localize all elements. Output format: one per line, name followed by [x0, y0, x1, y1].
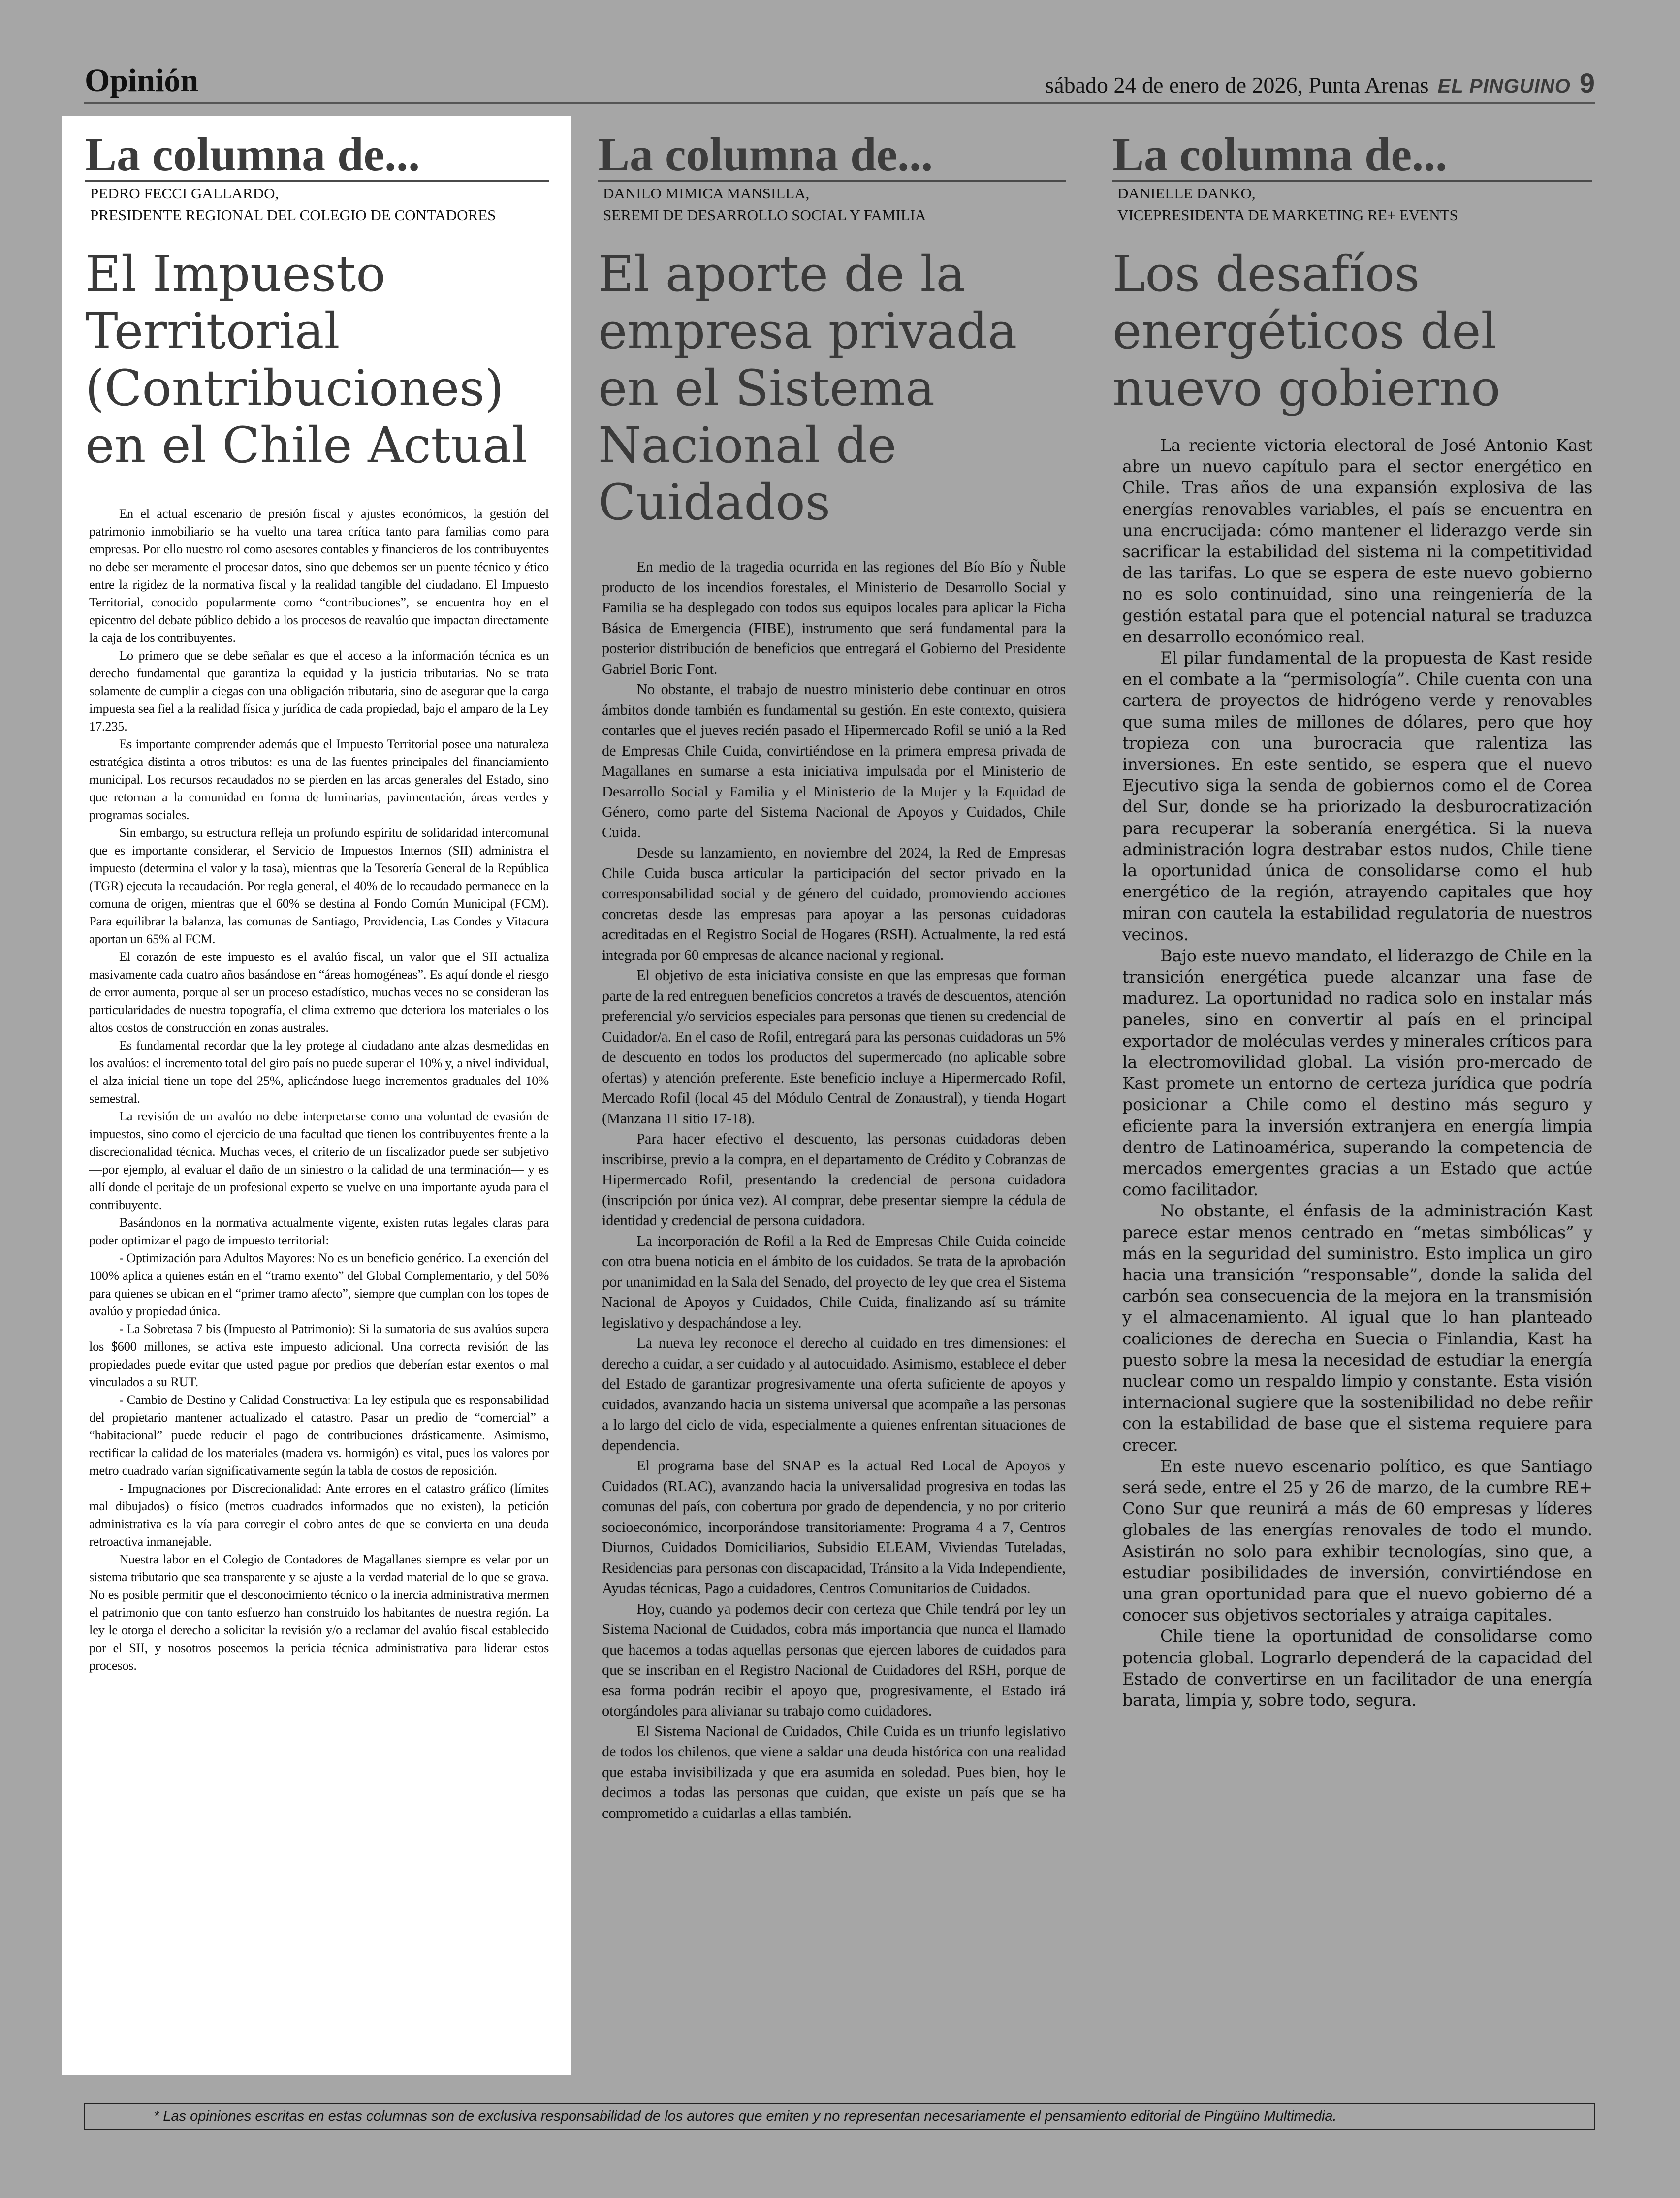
- article-paragraph: El Sistema Nacional de Cuidados, Chile Cuida es un triunfo legislativo de todos los chilenos, que viene a saldar una deuda histórica con una realidad que estaba invisibilizada y que era asumida en soledad. Pues bien, hoy le decimos a todas las personas que cuidan, que existe un país que se ha comprometido a cuidarlas a ellas también.: [602, 1722, 1066, 1821]
- article-paragraph: El objetivo de esta iniciativa consiste en que las empresas que forman parte de la red entreguen beneficios concretos a través de descuentos, atención preferencial y/o servicios especiales para personas que tienen su credencial de Cuidador/a. En el caso de Rofil, entregará para las personas cuidadoras un 5% de descuento en todos los productos del supermercado (no aplicable sobre ofertas) y atención preferente. Este beneficio incluye a Hipermercado Rofil, Mercado Rofil (local 45 del Módulo Central de Zonaustral), y tienda Hogart (Manzana 11 sitio 17-18).: [602, 967, 1066, 1127]
- article-paragraph: Desde su lanzamiento, en noviembre del 2024, la Red de Empresas Chile Cuida busca articular la participación del sector privado en la corresponsabilidad social y de género del cuidado, promoviendo acciones concretas desde las empresas para apoyar a las personas cuidadoras acreditadas en el Registro Social de Hogares (RSH). Actualmente, la red está integrada por 60 empresas de alcance nacional y regional.: [602, 844, 1066, 963]
- publication-date: sábado 24 de enero de 2026, Punta Arenas: [1045, 72, 1429, 97]
- article-paragraph: Bajo este nuevo mandato, el liderazgo de Chile en la transición energética puede alcanzar una fase de madurez. La oportunidad no radica solo en instalar más paneles, sino en convertir al país en el principal exportador de moléculas verdes y minerales críticos para la electromovilidad global. La visión pro-mercado de Kast promete un entorno de certeza jurídica que podría posicionar a Chile como el destino más seguro y eficiente para la inversión extranjera en energía limpia dentro de Latinoamérica, superando la competencia de mercados emergentes gracias a un Estado que actúe como facilitador.: [1122, 946, 1592, 1200]
- author-role: SEREMI DE DESARROLLO SOCIAL Y FAMILIA: [603, 206, 926, 223]
- newspaper-logo: EL PINGUINO: [1437, 75, 1571, 97]
- article-paragraph: En el actual escenario de presión fiscal y ajustes económicos, la gestión del patrimonio inmobiliario se ha vuelto una tarea crítica tanto para familias como para empresas. Por ello nuestro rol como asesores contables y financieros de los contribuyentes no debe ser meramente el procesar datos, sino que debemos ser un puente técnico y ético entre la rigidez de la normativa fiscal y la realidad tangible del ciudadano. El Impuesto Territorial, conocido popularmente como “contribuciones”, se encuentra hoy en el epicentro del debate público debido a los procesos de reavalúo que impactan directamente la caja de los contribuyentes.: [89, 506, 549, 645]
- article-paragraph: El pilar fundamental de la propuesta de Kast reside en el combate a la “permisología”. Chile cuenta con una cartera de proyectos de hidrógeno verde y renovables que suma miles de millones de dólares, pero que hoy tropieza con una burocracia que ralentiza las inversiones. En este sentido, se espera que el nuevo Ejecutivo siga la senda de gobiernos como el de Corea del Sur, donde se ha priorizado la desburocratización para recuperar la soberanía energética. Si la nueva administración logra destrabar estos nudos, Chile tiene la oportunidad única de consolidarse como el hub energético de la región, atrayendo capitales que hoy miran con cautela la estabilidad regulatoria de nuestros vecinos.: [1122, 648, 1592, 944]
- article-paragraph: - La Sobretasa 7 bis (Impuesto al Patrimonio): Si la sumatoria de sus avalúos supera los $600 millones, se activa este impuesto adicional. Una correcta revisión de las propiedades puede evitar que usted pague por predios que deberían estar exentos o mal vinculados a su RUT.: [89, 1321, 549, 1389]
- column-kicker: La columna de...: [85, 131, 549, 182]
- dateline: [1045, 67, 1595, 99]
- article-paragraph: Lo primero que se debe señalar es que el acceso a la información técnica es un derecho fundamental que garantiza la equidad y la justicia tributarias. No se trata solamente de cumplir a ciegas con una obligación tributaria, sino de asegurar que la carga impuesta sea fiel a la realidad física y jurídica de cada propiedad, bajo el amparo de la Ley 17.235.: [89, 648, 549, 733]
- column-kicker: La columna de...: [598, 131, 1066, 182]
- article-paragraph: - Optimización para Adultos Mayores: No es un beneficio genérico. La exención del 100% aplica a quienes están en el “tramo exento” del Global Complementario, y del 50% para quienes se ubican en el “primer tramo afecto”, siempre que cumplan con los topes de avalúo y propiedad única.: [89, 1250, 549, 1318]
- author-role: PRESIDENTE REGIONAL DEL COLEGIO DE CONTADORES: [90, 206, 496, 223]
- article-headline: Los desafíos energéticos del nuevo gobierno: [1112, 245, 1501, 417]
- author-role: VICEPRESIDENTA DE MARKETING RE+ EVENTS: [1117, 206, 1458, 223]
- article-paragraph: El programa base del SNAP es la actual Red Local de Apoyos y Cuidados (RLAC), avanzando hacia la universalidad progresiva en todas las comunas del país, con cobertura por grado de dependencia, y no por criterio socioeconómico, incorporándose transitoriamente: Programa 4 a 7, Centros Diurnos, Cuidados Domiciliarios, Subsidio ELEAM, Viviendas Tuteladas, Residencias para personas con discapacidad, Tránsito a la Vida Independiente, Ayudas técnicas, Pago a cuidadores, Centros Comunitarios de Cuidados.: [602, 1457, 1066, 1596]
- article-paragraph: En medio de la tragedia ocurrida en las regiones del Bío Bío y Ñuble producto de los incendios forestales, el Ministerio de Desarrollo Social y Familia se ha desplegado con todos sus equipos locales para aplicar la Ficha Básica de Emergencia (FIBE), instrumento que será fundamental para la posterior distribución de beneficios que entregará el Gobierno del Presidente Gabriel Boric Font.: [602, 558, 1066, 677]
- article-headline: El aporte de la empresa privada en el Sistema Nacional de Cuidados: [598, 245, 1017, 531]
- column-mimica: [571, 116, 1085, 1823]
- article-paragraph: La nueva ley reconoce el derecho al cuidado en tres dimensiones: el derecho a cuidar, a ser cuidado y al autocuidado. Asimismo, establece el deber del Estado de garantizar progresivamente una oferta suficiente de apoyos y cuidados, avanzando hacia un sistema universal que acompañe a las personas a lo largo del ciclo de vida, especialmente a quienes enfrentan situaciones de dependencia.: [602, 1335, 1066, 1454]
- column-fecci: [62, 116, 571, 2075]
- article-paragraph: - Cambio de Destino y Calidad Constructiva: La ley estipula que es responsabilidad del propietario mantener actualizado el catastro. Pasar un predio de “comercial” a “habitacional” puede reducir el pago de contribuciones drásticamente. Asimismo, rectificar la calidad de los materiales (madera vs. hormigón) es vital, pues los valores por metro cuadrado varían significativamente según la tabla de costos de reposición.: [89, 1392, 549, 1478]
- article-paragraph: - Impugnaciones por Discrecionalidad: Ante errores en el catastro gráfico (límites mal dibujados) o físico (metros cuadrados informados que no existen), la petición administrativa es la vía para corregir el cobro antes de que se convierta en una deuda retroactiva inmanejable.: [89, 1481, 549, 1549]
- article-paragraph: Para hacer efectivo el descuento, las personas cuidadoras deben inscribirse, previo a la compra, en el departamento de Crédito y Cobranzas de Hipermercado Rofil, presentando la credencial de persona cuidadora (inscripción por única vez). Al comprar, debe presentar siempre la cédula de identidad y credencial de persona cuidadora.: [602, 1130, 1066, 1229]
- article-paragraph: Es importante comprender además que el Impuesto Territorial posee una naturaleza estratégica distinta a otros tributos: es una de las fuentes principales del financiamiento municipal. Los recursos recaudados no se pierden en las arcas generales del Estado, sino que retornan a la comunidad en forma de luminarias, pavimentación, áreas verdes y programas sociales.: [89, 736, 549, 822]
- author-name: DANILO MIMICA MANSILLA,: [603, 185, 810, 202]
- author-name: DANIELLE DANKO,: [1117, 185, 1256, 202]
- page-number: 9: [1579, 67, 1595, 98]
- article-paragraph: No obstante, el énfasis de la administración Kast parece estar menos centrado en “metas simbólicas” y más en la seguridad del suministro. Esto implica un giro hacia una transición “responsable”, donde la salida del carbón sea consecuencia de la mejora en la transmisión y el almacenamiento. Al igual que lo han planteado coaliciones de derecha en Suecia o Finlandia, Kast ha puesto sobre la mesa la necesidad de estudiar la energía nuclear como un respaldo limpio y constante. Esta visión internacional sugiere que la sostenibilidad no debe reñir con la estabilidad de base que el sistema requiere para crecer.: [1122, 1201, 1592, 1455]
- column-kicker: La columna de...: [1112, 131, 1592, 182]
- article-body: [1122, 435, 1592, 1711]
- article-body: [602, 557, 1066, 1823]
- article-paragraph: Hoy, cuando ya podemos decir con certeza que Chile tendrá por ley un Sistema Nacional de Cuidados, cobra más importancia que nunca el llamado que hacemos a todas aquellas personas que ejercen labores de cuidados para que se inscriban en el Registro Nacional de Cuidadores del RSH, porque de esa forma podrán recibir el apoyo que, progresivamente, el Estado irá otorgándoles para alivianar su trabajo como cuidadores.: [602, 1600, 1066, 1719]
- column-danko: [1085, 116, 1617, 1711]
- article-paragraph: La revisión de un avalúo no debe interpretarse como una voluntad de evasión de impuestos, sino como el ejercicio de una facultad que tienen los contribuyentes frente a la discrecionalidad técnica. Muchas veces, el criterio de un fiscalizador puede ser subjetivo —por ejemplo, al evaluar el daño de un siniestro o la calidad de una terminación— y es allí donde el peritaje de un profesional experto se vuelve en una importante ayuda para el contribuyente.: [89, 1109, 549, 1212]
- article-paragraph: Nuestra labor en el Colegio de Contadores de Magallanes siempre es velar por un sistema tributario que sea transparente y se ajuste a la verdad material de lo que se grava. No es posible permitir que el desconocimiento técnico o la inercia administrativa mermen el patrimonio que con tanto esfuerzo han construido los habitantes de nuestra región. La ley le otorga el derecho a solicitar la revisión y/o a reclamar del avalúo fiscal establecido por el SII, y nosotros poseemos la pericia técnica administrativa para liderar estos procesos.: [89, 1552, 549, 1673]
- article-paragraph: Sin embargo, su estructura refleja un profundo espíritu de solidaridad intercomunal que es importante considerar, el Servicio de Impuestos Internos (SII) administra el impuesto (determina el valor y la tasa), mientras que la Tesorería General de la República (TGR) ejecuta la recaudación. Por regla general, el 40% de lo recaudado permanece en la comuna de origen, mientras que el 60% se destina al Fondo Común Municipal (FCM). Para equilibrar la balanza, las comunas de Santiago, Providencia, Las Condes y Vitacura aportan un 65% al FCM.: [89, 825, 549, 946]
- article-body: [89, 505, 549, 1674]
- article-paragraph: La incorporación de Rofil a la Red de Empresas Chile Cuida coincide con otra buena noticia en el ámbito de los cuidados. Se trata de la aprobación por unanimidad en la Sala del Senado, del proyecto de ley que crea el Sistema Nacional de Apoyos y Cuidados, Chile Cuida, finalizando así su trámite legislativo y despachándose a ley.: [602, 1232, 1066, 1331]
- article-paragraph: En este nuevo escenario político, es que Santiago será sede, entre el 25 y 26 de marzo, de la cumbre RE+ Cono Sur que reunirá a más de 60 empresas y líderes globales de las energías renovales de todo el mundo. Asistirán no solo para exhibir tecnologías, sino que, a estudiar posibilidades de inversión, convirtiéndose en una gran oportunidad para que el nuevo gobierno dé a conocer sus objetivos sectoriales y atraiga capitales.: [1122, 1456, 1592, 1625]
- page-header: [84, 58, 1595, 104]
- article-paragraph: Chile tiene la oportunidad de consolidarse como potencia global. Lograrlo dependerá de la capacidad del Estado de convertirse en un facilitador de una energía barata, limpia y, sobre todo, segura.: [1122, 1626, 1592, 1710]
- article-paragraph: Es fundamental recordar que la ley protege al ciudadano ante alzas desmedidas en los avalúos: el incremento total del giro país no puede superar el 10% y, a nivel individual, el alza inicial tiene un tope del 25%, aplicándose luego incrementos graduales del 10% semestral.: [89, 1038, 549, 1106]
- section-title: Opinión: [85, 63, 199, 98]
- article-paragraph: No obstante, el trabajo de nuestro ministerio debe continuar en otros ámbitos donde también es fundamental su gestión. En este contexto, quisiera contarles que el jueves recién pasado el Hipermercado Rofil se unió a la Red de Empresas Chile Cuida, convirtiéndose en la primera empresa privada de Magallanes en sumarse a esta iniciativa impulsada por el Ministerio de Desarrollo Social y Familia y el Ministerio de la Mujer y la Equidad de Género, como parte del Sistema Nacional de Apoyos y Cuidados, Chile Cuida.: [602, 681, 1066, 841]
- article-paragraph: La reciente victoria electoral de José Antonio Kast abre un nuevo capítulo para el sector energético en Chile. Tras años de una expansión explosiva de las energías renovables variables, el país se encuentra en una encrucijada: cómo mantener el liderazgo verde sin sacrificar la estabilidad del sistema ni la competitividad de las tarifas. Lo que se espera de este nuevo gobierno no es solo continuidad, sino una reingeniería de la gestión estatal para que el potencial natural se traduzca en desarrollo económico real.: [1122, 436, 1592, 646]
- article-paragraph: Basándonos en la normativa actualmente vigente, existen rutas legales claras para poder optimizar el pago de impuesto territorial:: [89, 1215, 549, 1247]
- article-headline: El Impuesto Territorial (Contribuciones) en el Chile Actual: [85, 245, 528, 474]
- article-paragraph: El corazón de este impuesto es el avalúo fiscal, un valor que el SII actualiza masivamente cada cuatro años basándose en “áreas homogéneas”. Es aquí donde el riesgo de error aumenta, porque al ser un proceso estadístico, muchas veces no se consideran las particularidades de nuestra topografía, el clima extremo que deteriora los materiales o los altos costos de construcción en zonas australes.: [89, 949, 549, 1035]
- editorial-disclaimer: * Las opiniones escritas en estas columnas son de exclusiva responsabilidad de los autores que emiten y no representan necesariamente el pensamiento editorial de Pingüino Multimedia.: [84, 2103, 1595, 2130]
- author-name: PEDRO FECCI GALLARDO,: [90, 185, 279, 202]
